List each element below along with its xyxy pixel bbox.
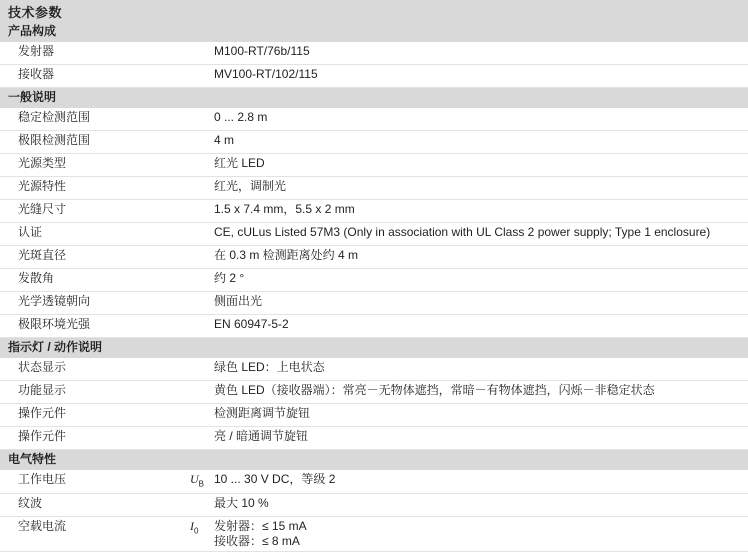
- row-value-line: 黄色 LED（接收器端）：常亮－无物体遮挡，常暗－有物体遮挡，闪烁－非稳定状态: [214, 383, 655, 397]
- row-symbol: [190, 108, 214, 131]
- row-label: 工作电压: [0, 470, 190, 494]
- row-symbol: [190, 154, 214, 177]
- row-label: 功能显示: [0, 381, 190, 404]
- row-value: [214, 494, 748, 517]
- row-value-line: 4 m: [214, 133, 235, 147]
- row-symbol: [190, 223, 214, 246]
- row-value: [214, 154, 748, 177]
- table-row: [0, 470, 748, 494]
- section-header-product-structure: [0, 22, 748, 42]
- row-label: 光斑直径: [0, 246, 190, 269]
- row-value: [214, 427, 748, 450]
- table-row: [0, 108, 748, 131]
- row-label: 操作元件: [0, 404, 190, 427]
- row-value: [214, 517, 748, 552]
- row-symbol: [190, 246, 214, 269]
- row-value-line: 接收器：≤ 8 mA: [214, 534, 300, 549]
- section-heading: 产品构成: [0, 22, 748, 42]
- section-heading: 电气特性: [0, 450, 748, 471]
- row-value-line: 约 2 °: [214, 271, 245, 285]
- row-value: [214, 269, 748, 292]
- row-value-line: 1.5 x 7.4 mm，5.5 x 2 mm: [214, 202, 355, 216]
- table-row: [0, 42, 748, 65]
- table-row: [0, 517, 748, 552]
- spec-table: [0, 22, 748, 552]
- row-value: [214, 404, 748, 427]
- row-value: [214, 315, 748, 338]
- row-value: [214, 358, 748, 381]
- table-row: [0, 358, 748, 381]
- row-value: [214, 470, 748, 494]
- table-row: [0, 381, 748, 404]
- section-header-indicator-operation: [0, 338, 748, 359]
- section-heading: 指示灯 / 动作说明: [0, 338, 748, 359]
- row-value-line: 红光 LED: [214, 156, 265, 170]
- row-label: 极限检测范围: [0, 131, 190, 154]
- row-value-line: 在 0.3 m 检测距离处约 4 m: [214, 248, 359, 262]
- row-symbol: [190, 200, 214, 223]
- row-label: 空载电流: [0, 517, 190, 552]
- row-value: [214, 131, 748, 154]
- row-symbol: [190, 177, 214, 200]
- table-row: [0, 223, 748, 246]
- row-value-line: MV100-RT/102/115: [214, 67, 318, 81]
- row-value: [214, 200, 748, 223]
- row-label: 发射器: [0, 42, 190, 65]
- row-symbol: [190, 42, 214, 65]
- table-row: [0, 494, 748, 517]
- row-label: 状态显示: [0, 358, 190, 381]
- row-label: 光源类型: [0, 154, 190, 177]
- row-value-line: 发射器：≤ 15 mA: [214, 519, 307, 534]
- table-row: [0, 269, 748, 292]
- table-row: [0, 65, 748, 88]
- row-value-line: M100-RT/76b/115: [214, 44, 310, 58]
- row-value-line: 红光，调制光: [214, 179, 287, 193]
- row-label: 光源特性: [0, 177, 190, 200]
- row-value-line: 绿色 LED：上电状态: [214, 360, 325, 374]
- table-row: [0, 427, 748, 450]
- row-symbol: $I_0$: [190, 517, 214, 552]
- row-symbol: $U_B$: [190, 470, 214, 494]
- row-value-line: 检测距离调节旋钮: [214, 406, 311, 420]
- row-symbol: [190, 427, 214, 450]
- row-symbol: [190, 358, 214, 381]
- row-value-line: 最大 10 %: [214, 496, 269, 511]
- row-value: [214, 223, 748, 246]
- table-row: [0, 246, 748, 269]
- table-row: [0, 200, 748, 223]
- row-value: [214, 65, 748, 88]
- table-row: [0, 292, 748, 315]
- row-label: 纹波: [0, 494, 190, 517]
- row-value-line: 侧面出光: [214, 294, 263, 308]
- page-title: 技术参数: [8, 4, 63, 20]
- row-label: 认证: [0, 223, 190, 246]
- table-row: [0, 315, 748, 338]
- row-label: 接收器: [0, 65, 190, 88]
- row-symbol: [190, 494, 214, 517]
- page-title-bar: [0, 0, 748, 22]
- row-symbol: [190, 65, 214, 88]
- section-header-general-description: [0, 88, 748, 109]
- table-row: [0, 177, 748, 200]
- row-label: 发散角: [0, 269, 190, 292]
- row-value-line: 亮 / 暗通调节旋钮: [214, 429, 309, 443]
- row-symbol: [190, 404, 214, 427]
- section-header-electrical-characteristics: [0, 450, 748, 471]
- section-heading: 一般说明: [0, 88, 748, 109]
- row-label: 操作元件: [0, 427, 190, 450]
- row-symbol: [190, 131, 214, 154]
- row-symbol: [190, 292, 214, 315]
- row-label: 光学透镜朝向: [0, 292, 190, 315]
- row-value: [214, 246, 748, 269]
- row-value-line: 10 ... 30 V DC，等级 2: [214, 472, 336, 486]
- table-row: [0, 404, 748, 427]
- row-symbol: [190, 315, 214, 338]
- row-value-line: EN 60947-5-2: [214, 317, 289, 331]
- row-symbol: [190, 269, 214, 292]
- spec-table-body: [0, 22, 748, 552]
- row-symbol: [190, 381, 214, 404]
- row-value: [214, 42, 748, 65]
- row-value-line: 0 ... 2.8 m: [214, 110, 268, 124]
- row-label: 稳定检测范围: [0, 108, 190, 131]
- row-value-line: CE, cULus Listed 57M3 (Only in association with UL Class 2 power supply; Type 1 enclosure): [214, 225, 711, 239]
- table-row: [0, 131, 748, 154]
- row-value: [214, 177, 748, 200]
- row-label: 光缝尺寸: [0, 200, 190, 223]
- row-value: [214, 292, 748, 315]
- row-value: [214, 381, 748, 404]
- table-row: [0, 154, 748, 177]
- row-label: 极限环境光强: [0, 315, 190, 338]
- row-value: [214, 108, 748, 131]
